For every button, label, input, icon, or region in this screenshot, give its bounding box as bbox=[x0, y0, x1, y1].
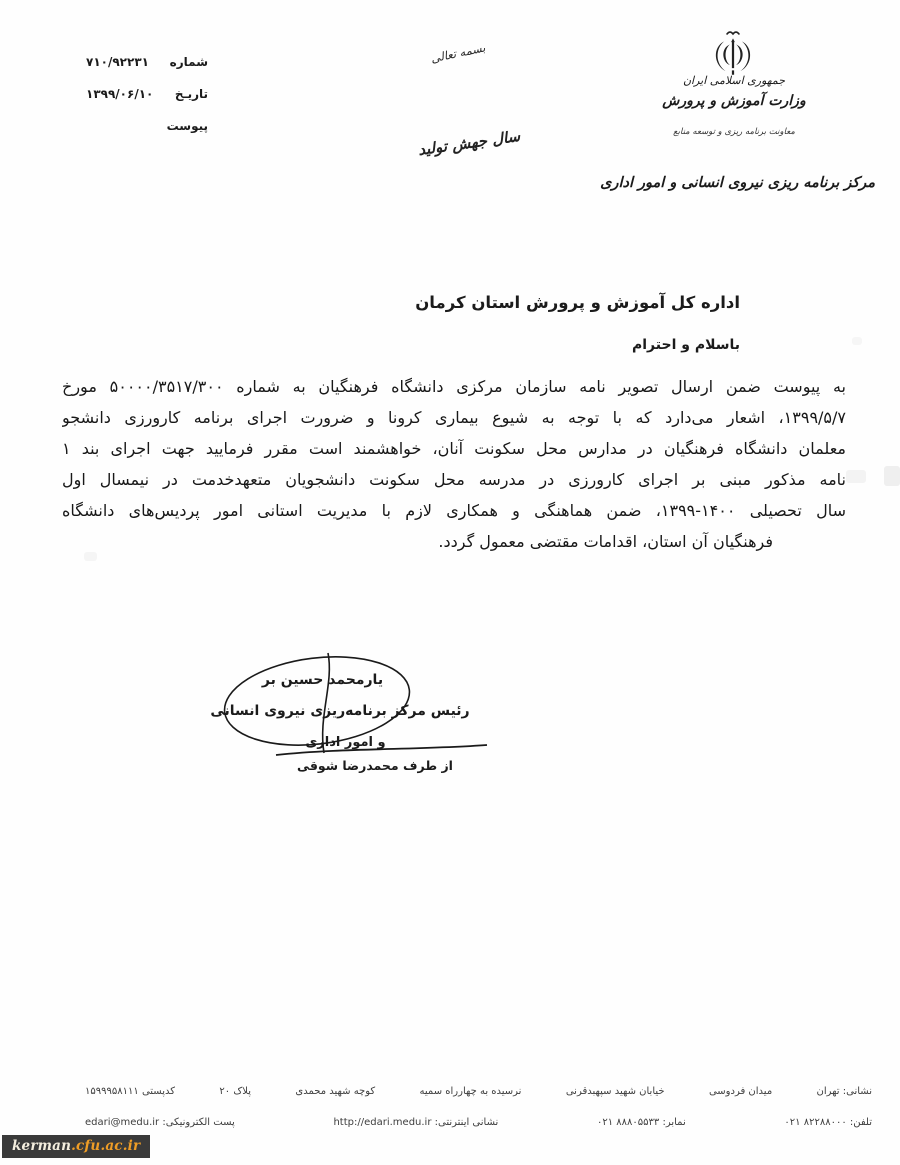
ref-number-row bbox=[86, 55, 208, 69]
watermark-suffix: .cfu.ac.ir bbox=[71, 1138, 141, 1154]
footer-contact-segment: تلفن: ۸۲۲۸۸۰۰۰ ۰۲۱ bbox=[784, 1117, 872, 1128]
scan-smudge bbox=[84, 552, 97, 561]
footer-address-segment: میدان فردوسی bbox=[708, 1086, 773, 1097]
body-line: فرهنگیان آن استان، اقدامات مقتضی معمول گردد. bbox=[438, 532, 773, 551]
signature-scribble-icon bbox=[200, 641, 500, 769]
attachment-row bbox=[86, 119, 208, 133]
signatory-title-line2: و امور اداری bbox=[305, 735, 386, 750]
footer-address-line bbox=[85, 1086, 872, 1097]
watermark-prefix: kerman bbox=[12, 1138, 72, 1154]
ministry-title: وزارت آموزش و پرورش bbox=[662, 93, 806, 109]
footer-address-segment: نرسیده به چهارراه سمیه bbox=[419, 1086, 522, 1097]
footer-contact-segment: پست الکترونیکی: edari@medu.ir bbox=[85, 1117, 235, 1128]
besmele-calligraphy: بسمه تعالی bbox=[429, 40, 487, 66]
footer-address-segment: پلاک ۲۰ bbox=[219, 1086, 252, 1097]
salutation: باسلام و احترام bbox=[632, 337, 740, 353]
site-watermark bbox=[2, 1135, 150, 1158]
body-line: نامه مذکور مبنی بر اجرای کارورزی در مدرسه محل سکونت دانشجویان متعهدخدمت در نیمسال اول bbox=[62, 470, 846, 489]
scan-smudge bbox=[846, 470, 866, 483]
signatory-title-line1: رئیس مرکز برنامه‌ریزی نیروی انسانی bbox=[210, 703, 470, 719]
footer-address-segment: نشانی: تهران bbox=[816, 1086, 872, 1097]
body-line: به پیوست ضمن ارسال تصویر نامه سازمان مرکزی دانشگاه فرهنگیان به شماره ۵۰۰۰۰/۳۵۱۷/۳۰۰ مورخ bbox=[62, 377, 846, 396]
footer-contact-segment: نشانی اینترنتی: http://edari.medu.ir bbox=[333, 1117, 499, 1128]
year-slogan-calligraphy: سال جهش تولید bbox=[416, 126, 522, 160]
scan-smudge bbox=[852, 337, 862, 345]
footer-contact-segment: نمابر: ۸۸۸۰۵۵۳۳ ۰۲۱ bbox=[596, 1117, 686, 1128]
date-row bbox=[86, 87, 208, 101]
footer-contact-line bbox=[85, 1117, 872, 1128]
deputy-title: معاونت برنامه ریزی و توسعه منابع bbox=[673, 127, 795, 137]
ref-number-value: ۷۱۰/۹۲۲۳۱ bbox=[86, 55, 149, 69]
footer-address-segment: کدپستی ۱۵۹۹۹۵۸۱۱۱ bbox=[85, 1086, 176, 1097]
scan-smudge bbox=[884, 466, 900, 486]
body-line: ۱۳۹۹/۵/۷، اشعار می‌دارد که با توجه به شیوع بیماری کرونا و ضرورت اجرای برنامه کارورزی دانشجو bbox=[62, 408, 846, 427]
footer-address-segment: خیابان شهید سپهبدقرنی bbox=[565, 1086, 665, 1097]
recipient-title: اداره کل آموزش و پرورش استان کرمان bbox=[415, 293, 740, 312]
body-line: سال تحصیلی ۱۴۰۰-۱۳۹۹، ضمن هماهنگی و همکاری لازم با مدیریت استانی امور پردیس‌های دانشگاه bbox=[62, 501, 846, 520]
letter-body bbox=[62, 371, 846, 557]
attachment-label: پیوست bbox=[166, 119, 208, 133]
signed-on-behalf: از طرف محمدرضا شوقی bbox=[297, 758, 453, 773]
footer-address-segment: کوچه شهید محمدی bbox=[295, 1086, 376, 1097]
body-line: معلمان دانشگاه فرهنگیان در مدارس محل سکونت آنان، خواهشمند است مقرر فرمایید جهت اجرای بند ۱ bbox=[62, 439, 846, 458]
signatory-name: یارمحمد حسین بر bbox=[261, 672, 384, 688]
iran-national-emblem-icon bbox=[710, 28, 756, 80]
date-value: ۱۳۹۹/۰۶/۱۰ bbox=[86, 87, 154, 101]
country-title: جمهوری اسلامی ایران bbox=[682, 74, 786, 87]
center-title: مرکز برنامه ریزی نیروی انسانی و امور اداری bbox=[600, 175, 875, 191]
ref-number-label: شماره bbox=[169, 55, 208, 69]
date-label: تاریـخ bbox=[174, 87, 208, 101]
